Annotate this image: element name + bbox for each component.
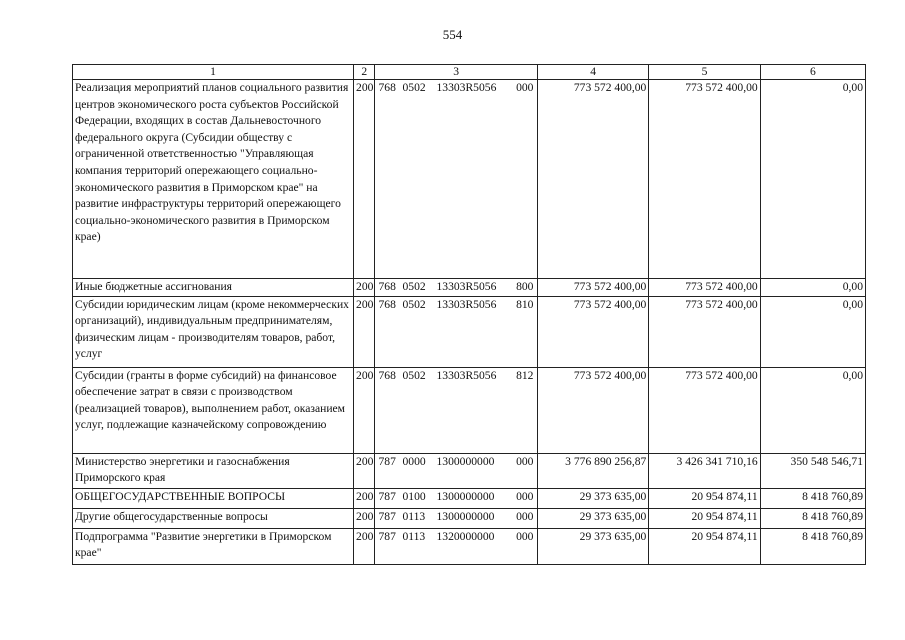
table-row <box>73 488 866 508</box>
table-row <box>73 508 866 528</box>
cell-col2: 200 <box>354 453 375 488</box>
row-name: Субсидии (гранты в форме субсидий) на финансовое обеспечение затрат в связи с производством (реализацией товаров), выполнением работ, оказанием услуг, подлежащие казначейскому сопровождению <box>73 367 354 453</box>
code-grbs: 768 <box>378 280 396 293</box>
code-rzpr: 0502 <box>402 280 426 293</box>
cell-amount-col4: 773 572 400,00 <box>537 296 648 367</box>
code-csr: 1320000000 <box>436 529 495 543</box>
code-csr: 1300000000 <box>436 509 495 523</box>
cell-amount-col4: 773 572 400,00 <box>537 367 648 453</box>
budget-table-body <box>73 65 866 565</box>
cell-code <box>375 528 537 564</box>
cell-amount-col6: 350 548 546,71 <box>760 453 865 488</box>
cell-amount-col5: 773 572 400,00 <box>649 296 760 367</box>
code-grbs: 768 <box>378 297 396 311</box>
cell-amount-col5: 773 572 400,00 <box>649 367 760 453</box>
row-name: Субсидии юридическим лицам (кроме некоммерческих организаций), индивидуальным предпринимателям, физическим лицам - производителям товаров, работ, услуг <box>73 296 354 367</box>
cell-code <box>375 508 537 528</box>
cell-amount-col6: 8 418 760,89 <box>760 508 865 528</box>
cell-amount-col6: 0,00 <box>760 296 865 367</box>
cell-amount-col6: 8 418 760,89 <box>760 488 865 508</box>
code-vr: 812 <box>516 368 534 382</box>
code-csr: 13303R5056 <box>436 368 497 382</box>
row-name: Подпрограмма "Развитие энергетики в Приморском крае" <box>73 528 354 564</box>
row-name: Иные бюджетные ассигнования <box>73 279 354 297</box>
row-name: Министерство энергетики и газоснабжения Приморского края <box>73 453 354 488</box>
code-vr: 810 <box>516 297 534 311</box>
cell-code <box>375 367 537 453</box>
cell-amount-col5: 773 572 400,00 <box>649 80 760 279</box>
cell-col2: 200 <box>354 508 375 528</box>
code-vr: 800 <box>516 280 534 293</box>
cell-amount-col6: 0,00 <box>760 367 865 453</box>
code-grbs: 787 <box>378 454 396 468</box>
cell-amount-col5: 3 426 341 710,16 <box>649 453 760 488</box>
code-vr: 000 <box>516 529 534 543</box>
code-vr: 000 <box>516 81 534 94</box>
cell-col2: 200 <box>354 279 375 297</box>
column-number: 3 <box>375 65 537 80</box>
cell-amount-col4: 29 373 635,00 <box>537 508 648 528</box>
cell-col2: 200 <box>354 488 375 508</box>
code-grbs: 787 <box>378 489 396 503</box>
code-rzpr: 0113 <box>402 529 426 543</box>
cell-amount-col6: 0,00 <box>760 279 865 297</box>
column-number: 1 <box>73 65 354 80</box>
code-csr: 13303R5056 <box>436 280 497 293</box>
code-vr: 000 <box>516 454 534 468</box>
row-name: Другие общегосударственные вопросы <box>73 508 354 528</box>
cell-amount-col4: 29 373 635,00 <box>537 488 648 508</box>
row-name: Реализация мероприятий планов социального развития центров экономического роста субъектов Российской Федерации, входящих в состав Дальневосточного федерального округа (Субсидии обществу с ограниченной ответственностью "Управляющая компания территорий опережающего социально-экономического развития в Приморском крае" на развитие инфраструктуры территорий опережающего социально-экономического развития в Приморском крае) <box>73 80 354 279</box>
table-row <box>73 528 866 564</box>
code-vr: 000 <box>516 509 534 523</box>
table-row <box>73 80 866 279</box>
cell-amount-col4: 773 572 400,00 <box>537 279 648 297</box>
cell-col2: 200 <box>354 528 375 564</box>
cell-amount-col4: 3 776 890 256,87 <box>537 453 648 488</box>
code-rzpr: 0000 <box>402 454 426 468</box>
cell-col2: 200 <box>354 296 375 367</box>
column-number: 5 <box>649 65 760 80</box>
cell-amount-col5: 773 572 400,00 <box>649 279 760 297</box>
code-rzpr: 0100 <box>402 489 426 503</box>
cell-amount-col6: 0,00 <box>760 80 865 279</box>
code-rzpr: 0502 <box>402 81 426 94</box>
cell-amount-col5: 20 954 874,11 <box>649 508 760 528</box>
column-number: 6 <box>760 65 865 80</box>
cell-col2: 200 <box>354 367 375 453</box>
code-csr: 13303R5056 <box>436 297 497 311</box>
code-rzpr: 0502 <box>402 368 426 382</box>
code-grbs: 768 <box>378 368 396 382</box>
code-csr: 1300000000 <box>436 489 495 503</box>
cell-amount-col5: 20 954 874,11 <box>649 528 760 564</box>
column-number: 2 <box>354 65 375 80</box>
cell-code <box>375 296 537 367</box>
cell-code <box>375 80 537 279</box>
cell-col2: 200 <box>354 80 375 279</box>
code-rzpr: 0113 <box>402 509 426 523</box>
cell-amount-col6: 8 418 760,89 <box>760 528 865 564</box>
page-number: 554 <box>442 27 463 42</box>
cell-code <box>375 453 537 488</box>
table-row <box>73 367 866 453</box>
code-csr: 13303R5056 <box>436 81 497 94</box>
cell-amount-col5: 20 954 874,11 <box>649 488 760 508</box>
cell-amount-col4: 29 373 635,00 <box>537 528 648 564</box>
column-number-row <box>73 65 866 80</box>
cell-code <box>375 279 537 297</box>
table-row <box>73 296 866 367</box>
code-grbs: 768 <box>378 81 396 94</box>
code-grbs: 787 <box>378 509 396 523</box>
row-name: ОБЩЕГОСУДАРСТВЕННЫЕ ВОПРОСЫ <box>73 488 354 508</box>
code-rzpr: 0502 <box>402 297 426 311</box>
budget-table <box>72 64 866 565</box>
code-grbs: 787 <box>378 529 396 543</box>
cell-code <box>375 488 537 508</box>
code-vr: 000 <box>516 489 534 503</box>
table-row <box>73 453 866 488</box>
code-csr: 1300000000 <box>436 454 495 468</box>
table-row <box>73 279 866 297</box>
column-number: 4 <box>537 65 648 80</box>
cell-amount-col4: 773 572 400,00 <box>537 80 648 279</box>
